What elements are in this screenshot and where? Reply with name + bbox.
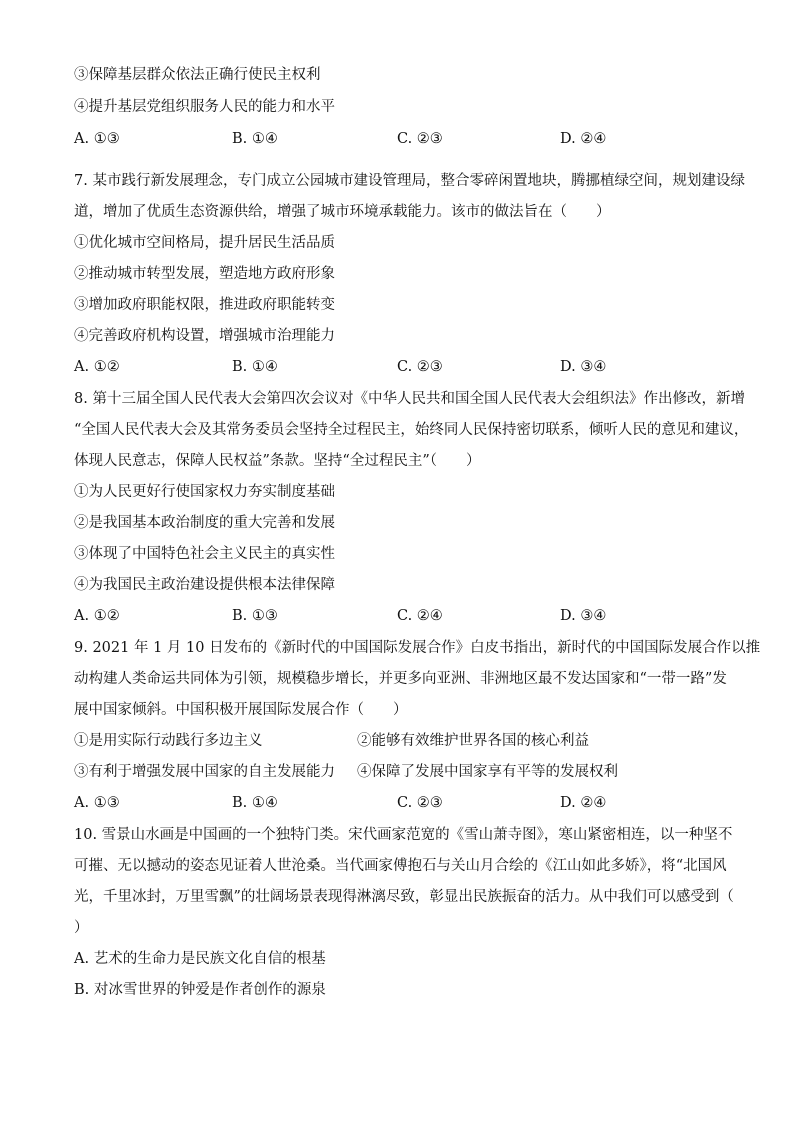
q10-stem-line-4: ） — [74, 920, 89, 936]
q8-option-c: C. ②④ — [397, 608, 443, 624]
q9-stem-line-1: 9. 2021 年 1 月 10 日发布的《新时代的中国国际发展合作》白皮书指出，新时代的中国国际发展合作以推 — [74, 640, 761, 656]
q10-stem-line-2: 可摧、无以撼动的姿态见证着人世沧桑。当代画家傅抱石与关山月合绘的《江山如此多娇》，将“北国风 — [74, 858, 727, 874]
q9-option-d: D. ②④ — [560, 795, 607, 811]
q7-stem-line-2: 道，增加了优质生态资源供给，增强了城市环境承载能力。该市的做法旨在（ ） — [74, 204, 611, 220]
q10-stem-line-1: 10. 雪景山水画是中国画的一个独特门类。宋代画家范宽的《雪山萧寺图》，寒山紧密相连，以一种坚不 — [74, 827, 733, 843]
q9-statement-2: ②能够有效维护世界各国的核心利益 — [357, 733, 589, 749]
q9-stem-line-2: 动构建人类命运共同体为引领，规模稳步增长，并更多向亚洲、非洲地区最不发达国家和“一带一路”发 — [74, 671, 727, 687]
q9-statement-3: ③有利于增强发展中国家的自主发展能力 — [74, 764, 335, 780]
q7-stem-line-1: 7. 某市践行新发展理念，专门成立公园城市建设管理局，整合零碎闲置地块，腾挪植绿空间，规划建设绿 — [74, 173, 745, 189]
q8-stem-line-1: 8. 第十三届全国人民代表大会第四次会议对《中华人民共和国全国人民代表大会组织法》作出修改，新增 — [74, 391, 745, 407]
q7-option-b: B. ①④ — [232, 359, 278, 375]
q9-stem-line-3: 展中国家倾斜。中国积极开展国际发展合作（ ） — [74, 702, 408, 718]
q7-statement-1: ①优化城市空间格局，提升居民生活品质 — [74, 235, 335, 251]
q8-option-b: B. ①③ — [232, 608, 278, 624]
q6-option-d: D. ②④ — [560, 131, 607, 147]
q8-stem-line-2: “全国人民代表大会及其常务委员会坚持全过程民主，始终同人民保持密切联系，倾听人民的意见和建议， — [74, 422, 749, 438]
q8-option-d: D. ③④ — [560, 608, 607, 624]
q7-statement-3: ③增加政府职能权限，推进政府职能转变 — [74, 297, 335, 313]
q10-option-b: B. 对冰雪世界的钟爱是作者创作的源泉 — [74, 982, 326, 998]
q9-statement-4: ④保障了发展中国家享有平等的发展权利 — [357, 764, 618, 780]
q7-option-a: A. ①② — [74, 359, 120, 375]
q7-option-d: D. ③④ — [560, 359, 607, 375]
q10-option-a: A. 艺术的生命力是民族文化自信的根基 — [74, 951, 326, 967]
q7-statement-2: ②推动城市转型发展，塑造地方政府形象 — [74, 266, 335, 282]
q6-option-b: B. ①④ — [232, 131, 278, 147]
q6-option-c: C. ②③ — [397, 131, 443, 147]
q10-stem-line-3: 光，千里冰封，万里雪飘”的壮阔场景表现得淋漓尽致，彰显出民族振奋的活力。从中我们可以感受到（ — [74, 889, 734, 905]
q9-option-c: C. ②③ — [397, 795, 443, 811]
q8-statement-4: ④为我国民主政治建设提供根本法律保障 — [74, 577, 335, 593]
q6-option-a: A. ①③ — [74, 131, 120, 147]
q8-statement-2: ②是我国基本政治制度的重大完善和发展 — [74, 515, 335, 531]
q7-option-c: C. ②③ — [397, 359, 443, 375]
q8-statement-3: ③体现了中国特色社会主义民主的真实性 — [74, 546, 335, 562]
q8-stem-line-3: 体现人民意志，保障人民权益”条款。坚持“全过程民主”（ ） — [74, 453, 481, 469]
q6-statement-3: ③保障基层群众依法正确行使民主权利 — [74, 67, 321, 83]
q8-option-a: A. ①② — [74, 608, 120, 624]
q9-statement-1: ①是用实际行动践行多边主义 — [74, 733, 263, 749]
q8-statement-1: ①为人民更好行使国家权力夯实制度基础 — [74, 484, 335, 500]
q9-option-b: B. ①④ — [232, 795, 278, 811]
q6-statement-4: ④提升基层党组织服务人民的能力和水平 — [74, 99, 335, 115]
q9-option-a: A. ①③ — [74, 795, 120, 811]
q7-statement-4: ④完善政府机构设置，增强城市治理能力 — [74, 328, 335, 344]
